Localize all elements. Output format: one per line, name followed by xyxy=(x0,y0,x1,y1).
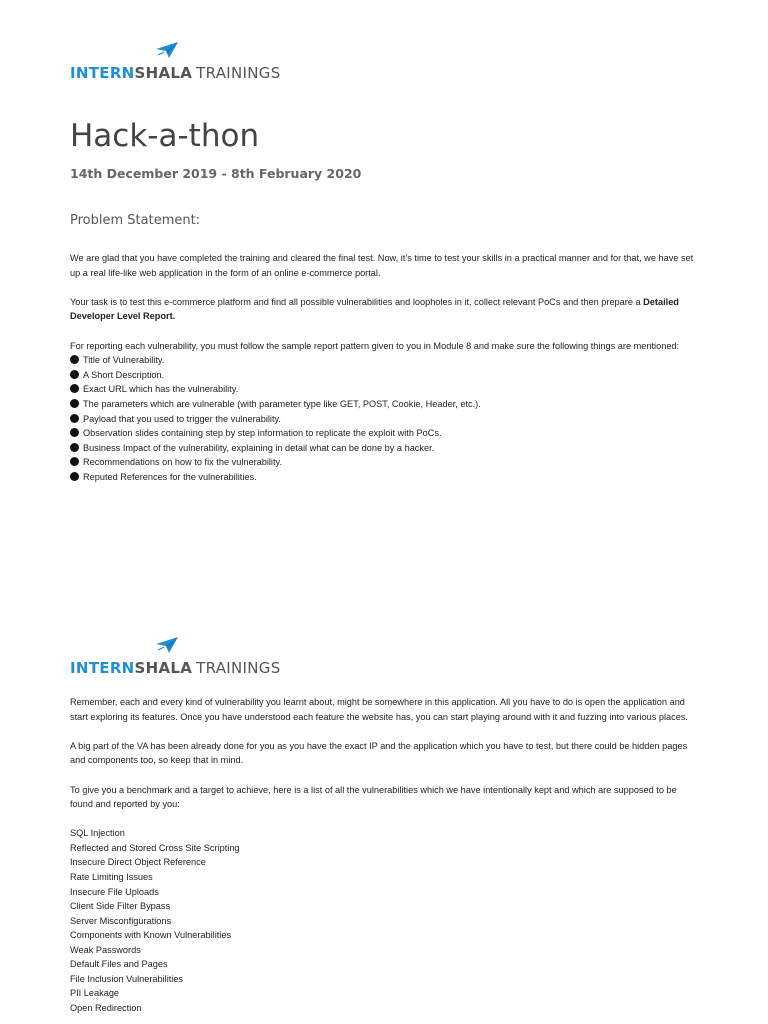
requirement-text: Reputed References for the vulnerabilities. xyxy=(83,471,257,482)
logo-shala-text: SHALA xyxy=(134,64,193,82)
internshala-logo xyxy=(70,637,281,677)
paper-plane-icon xyxy=(156,42,178,58)
logo-intern-text: INTERN xyxy=(70,64,135,82)
requirement-item xyxy=(70,382,700,397)
logo-wordmark xyxy=(70,64,281,82)
va-paragraph: A big part of the VA has been already done for you as you have the exact IP and the application which you have to test, but there could be hidden pages and components too, so keep that in mind. xyxy=(70,740,688,766)
requirement-item xyxy=(70,426,700,441)
report-requirements-list xyxy=(70,353,700,484)
bullet-icon xyxy=(70,370,79,379)
reporting-paragraph: For reporting each vulnerability, you must follow the sample report pattern given to you in Module 8 and make sure the following things are mentioned: xyxy=(70,340,680,351)
page-title: Hack-a-thon xyxy=(70,118,260,154)
bullet-icon xyxy=(70,428,79,437)
problem-statement-heading: Problem Statement: xyxy=(70,213,201,228)
requirement-text: Payload that you used to trigger the vulnerability. xyxy=(83,413,281,424)
vulnerability-item: File Inclusion Vulnerabilities xyxy=(70,973,184,984)
bullet-icon xyxy=(70,414,79,423)
requirement-text: Exact URL which has the vulnerability. xyxy=(83,384,239,395)
vulnerability-item: Insecure Direct Object Reference xyxy=(70,857,206,868)
requirement-text: Observation slides containing step by step information to replicate the exploit with PoCs. xyxy=(83,428,442,439)
problem-statement-body xyxy=(70,251,700,485)
vulnerability-list xyxy=(70,826,700,1015)
vulnerability-item: Server Misconfigurations xyxy=(70,915,172,926)
vulnerability-item: Rate Limiting Issues xyxy=(70,871,153,882)
requirement-item xyxy=(70,455,700,470)
page2-body xyxy=(70,695,700,1015)
requirement-item xyxy=(70,470,700,485)
event-dates: 14th December 2019 - 8th February 2020 xyxy=(70,166,362,181)
logo-wordmark xyxy=(70,659,281,677)
vulnerability-item: Client Side Filter Bypass xyxy=(70,901,171,912)
report-requirement: Detailed Developer Level Report. xyxy=(70,296,679,322)
bullet-icon xyxy=(70,399,79,408)
requirement-text: Title of Vulnerability. xyxy=(83,355,165,366)
requirement-item xyxy=(70,353,700,368)
remember-paragraph: Remember, each and every kind of vulnerability you learnt about, might be somewhere in this application. All you have to do is open the application and start exploring its features. Once you have understood each feature the website has, you can start playing around with it and fuzzing into various places. xyxy=(70,697,688,722)
requirement-item xyxy=(70,397,700,412)
vulnerability-item: Weak Passwords xyxy=(70,944,141,955)
requirement-text: Recommendations on how to fix the vulnerability. xyxy=(83,457,282,468)
paper-plane-icon xyxy=(156,637,178,653)
logo-shala-text: SHALA xyxy=(134,659,193,677)
requirement-text: Business Impact of the vulnerability, explaining in detail what can be done by a hacker. xyxy=(83,442,435,453)
bullet-icon xyxy=(70,384,79,393)
requirement-text: The parameters which are vulnerable (with parameter type like GET, POST, Cookie, Header, etc.). xyxy=(83,398,481,409)
vulnerability-item: Default Files and Pages xyxy=(70,959,168,970)
intro-paragraph: We are glad that you have completed the training and cleared the final test. Now, it’s time to test your skills in a practical manner and for that, we have set up a real life-like web application in the form of an online e-commerce portal. xyxy=(70,253,694,278)
benchmark-paragraph: To give you a benchmark and a target to achieve, here is a list of all the vulnerabilities which we have intentionally kept and which are supposed to be found and reported by you: xyxy=(70,784,677,810)
task-paragraph xyxy=(70,295,700,324)
bullet-icon xyxy=(70,443,79,452)
logo-trainings-text: TRAININGS xyxy=(196,659,281,677)
vulnerability-item: Insecure File Uploads xyxy=(70,886,159,897)
requirement-text: A Short Description. xyxy=(83,369,165,380)
bullet-icon xyxy=(70,472,79,481)
requirement-item xyxy=(70,368,700,383)
internshala-logo xyxy=(70,42,281,82)
vulnerability-item: PII Leakage xyxy=(70,988,120,999)
vulnerability-item: Reflected and Stored Cross Site Scripting xyxy=(70,842,240,853)
logo-intern-text: INTERN xyxy=(70,659,135,677)
vulnerability-item: Components with Known Vulnerabilities xyxy=(70,930,232,941)
vulnerability-item: Open Redirection xyxy=(70,1002,142,1013)
logo-trainings-text: TRAININGS xyxy=(196,64,281,82)
requirement-item xyxy=(70,412,700,427)
task-text: Your task is to test this e-commerce platform and find all possible vulnerabilities and loopholes in it, collect relevant PoCs and then prepare a xyxy=(70,296,644,307)
bullet-icon xyxy=(70,457,79,466)
requirement-item xyxy=(70,441,700,456)
bullet-icon xyxy=(70,355,79,364)
vulnerability-item: SQL Injection xyxy=(70,828,125,839)
